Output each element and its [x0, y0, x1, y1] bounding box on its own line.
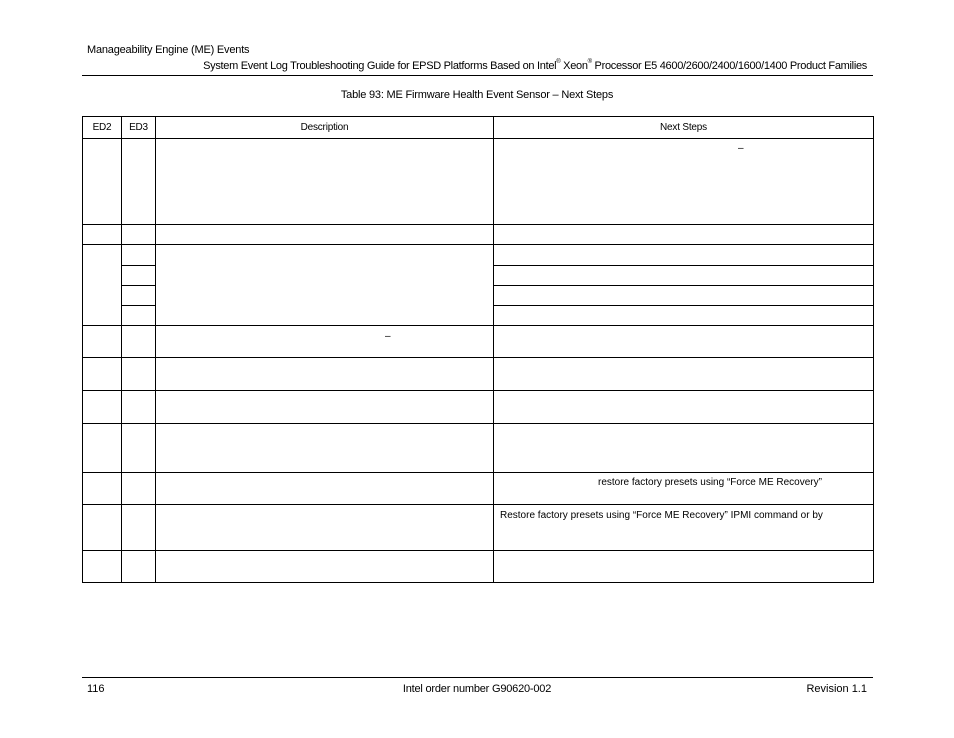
next-steps-text: restore factory presets using “Force ME Recovery”: [598, 477, 822, 488]
table-row: [83, 505, 874, 551]
next-steps-cell: [494, 225, 874, 245]
next-steps-cell: [494, 505, 874, 551]
header-title-part3: Processor E5 4600/2600/2400/1600/1400 Product Families: [591, 60, 867, 72]
ed2-cell: [83, 225, 122, 245]
table-row: [83, 551, 874, 583]
table-header-row: [83, 117, 874, 139]
header-section-title: Manageability Engine (ME) Events: [87, 44, 250, 56]
table-row: [83, 473, 874, 505]
description-cell: [156, 505, 494, 551]
header-rule: [82, 75, 873, 76]
ed2-cell: [83, 358, 122, 391]
revision: Revision 1.1: [806, 683, 867, 695]
next-steps-cell: [494, 473, 874, 505]
header-title-part2: Xeon: [560, 60, 588, 72]
ed3-cell: [122, 424, 156, 473]
table-row: [83, 326, 874, 358]
ed3-cell: [122, 225, 156, 245]
ed2-cell: [83, 505, 122, 551]
description-cell: [156, 245, 494, 326]
description-cell: [156, 225, 494, 245]
next-steps-cell: [494, 391, 874, 424]
ed2-cell: [83, 245, 122, 326]
description-cell: [156, 551, 494, 583]
ed3-cell: [122, 306, 156, 326]
ed2-cell: [83, 551, 122, 583]
description-cell: [156, 391, 494, 424]
ed3-cell: [122, 139, 156, 225]
page-number: 116: [87, 683, 105, 695]
column-header-ed2: ED2: [83, 117, 122, 139]
next-steps-text: Restore factory presets using “Force ME Recovery” IPMI command or by: [500, 510, 823, 521]
next-steps-cell: [494, 245, 874, 266]
ed2-cell: [83, 391, 122, 424]
header-document-title: [203, 60, 867, 72]
ed2-cell: [83, 424, 122, 473]
column-header-description: Description: [156, 117, 494, 139]
ed3-cell: [122, 286, 156, 306]
description-cell: [156, 473, 494, 505]
table-row: [83, 424, 874, 473]
description-cell: [156, 326, 494, 358]
column-header-ed3: ED3: [122, 117, 156, 139]
column-header-next-steps: Next Steps: [494, 117, 874, 139]
table-row: [83, 391, 874, 424]
ed3-cell: [122, 551, 156, 583]
table-row: [83, 139, 874, 225]
ed2-cell: [83, 139, 122, 225]
next-steps-cell: [494, 139, 874, 225]
ed3-cell: [122, 266, 156, 286]
next-steps-cell: [494, 306, 874, 326]
next-steps-cell: [494, 326, 874, 358]
ed3-cell: [122, 473, 156, 505]
order-number: Intel order number G90620-002: [402, 683, 552, 695]
table-row: [83, 245, 874, 266]
dash-mark: –: [385, 331, 391, 342]
ed3-cell: [122, 505, 156, 551]
next-steps-cell: [494, 266, 874, 286]
header-title-part1: System Event Log Troubleshooting Guide for EPSD Platforms Based on Intel: [203, 60, 557, 72]
next-steps-cell: [494, 551, 874, 583]
ed3-cell: [122, 391, 156, 424]
description-cell: [156, 424, 494, 473]
description-cell: [156, 139, 494, 225]
table-caption: Table 93: ME Firmware Health Event Sensor – Next Steps: [340, 89, 614, 101]
ed3-cell: [122, 326, 156, 358]
footer-rule: [82, 677, 873, 678]
next-steps-cell: [494, 286, 874, 306]
table-row: [83, 225, 874, 245]
next-steps-cell: [494, 424, 874, 473]
table-row: [83, 358, 874, 391]
ed2-cell: [83, 473, 122, 505]
me-firmware-health-table: [82, 116, 874, 583]
description-cell: [156, 358, 494, 391]
ed2-cell: [83, 326, 122, 358]
registered-mark: ®: [556, 59, 561, 65]
registered-mark: ®: [587, 59, 592, 65]
dash-mark: –: [738, 143, 744, 154]
next-steps-cell: [494, 358, 874, 391]
ed3-cell: [122, 245, 156, 266]
ed3-cell: [122, 358, 156, 391]
